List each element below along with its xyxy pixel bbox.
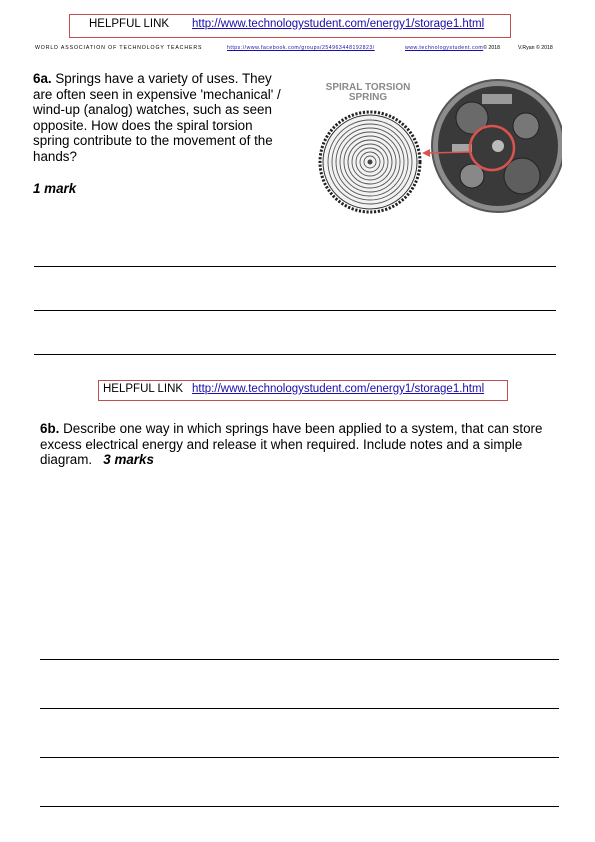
question-6b-number: 6b. <box>40 421 60 436</box>
answer-line[interactable] <box>40 708 559 709</box>
helpful-link-box-top <box>69 14 511 38</box>
helpful-link-label: HELPFUL LINK <box>89 18 170 30</box>
question-6b-text: Describe one way in which springs have been applied to a system, that can store excess electrical energy and release it when required. Include notes and a simple diagram. <box>40 421 543 468</box>
association-credit: WORLD ASSOCIATION OF TECHNOLOGY TEACHERS <box>35 45 203 51</box>
watch-movement-drawing <box>432 80 562 212</box>
question-6b-marks: 3 marks <box>103 452 154 468</box>
figure-graphic <box>312 66 562 228</box>
answer-line[interactable] <box>34 354 556 355</box>
question-6a-marks: 1 mark <box>33 181 77 196</box>
spring-label-line2: SPRING <box>348 92 388 103</box>
facebook-group-link[interactable]: https://www.facebook.com/groups/254963448192823/ <box>227 45 375 51</box>
helpful-link-label: HELPFUL LINK <box>103 383 184 395</box>
storage-link-top[interactable]: http://www.technologystudent.com/energy1/storage1.html <box>192 18 485 30</box>
question-6a-text: Springs have a variety of uses. They are often seen in expensive 'mechanical' / wind-up (analog) watches, such as seen opposite. How does the spiral torsion spring contribute to the movement of the hands? <box>33 71 281 164</box>
site-link[interactable]: www.technologystudent.com <box>405 45 484 51</box>
question-6a-number: 6a. <box>33 71 52 86</box>
storage-link-middle[interactable]: http://www.technologystudent.com/energy1/storage1.html <box>192 383 485 395</box>
spring-watch-figure <box>312 66 562 228</box>
helpful-link-box-middle <box>98 380 508 401</box>
spiral-spring-drawing <box>320 112 420 212</box>
author-credit: V.Ryan © 2018 <box>518 45 553 51</box>
answer-line[interactable] <box>34 266 556 267</box>
question-6b <box>40 421 550 468</box>
answer-line[interactable] <box>40 806 559 807</box>
spring-label-line1: SPIRAL TORSION <box>325 82 411 93</box>
site-credit <box>405 45 500 51</box>
site-copyright: © 2018 <box>483 45 501 51</box>
answer-line[interactable] <box>40 757 559 758</box>
answer-line[interactable] <box>40 659 559 660</box>
answer-line[interactable] <box>34 310 556 311</box>
question-6a <box>33 71 288 165</box>
